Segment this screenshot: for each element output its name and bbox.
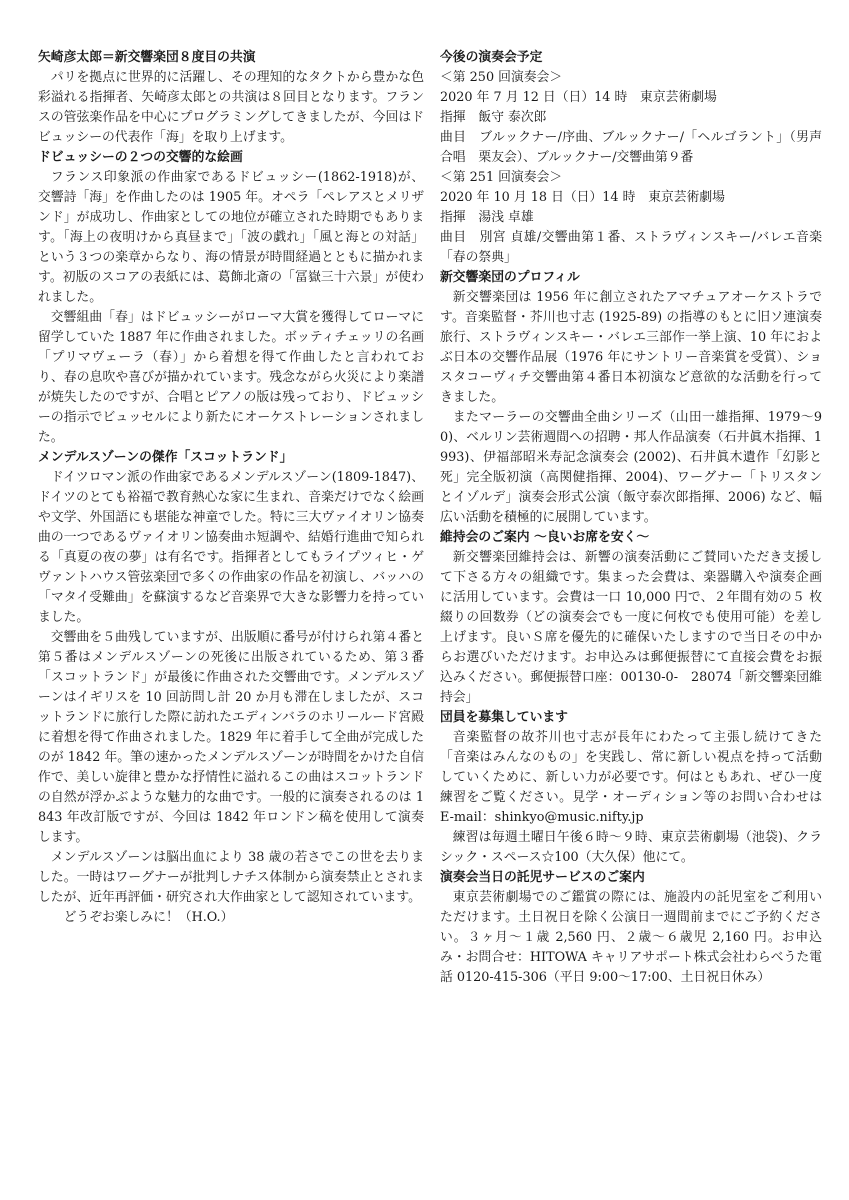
paragraph-mendelssohn-legacy: メンデルスゾーンは脳出血により 38 歳の若さでこの世を去りました。一時はワーグナーが批判しナチス体制から演奏禁止とされましたが、近年再評価・研究され大作曲家として認知されています。	[38, 850, 424, 905]
section-heading-debussy: ドビュッシーの２つの交響的な絵画	[38, 150, 243, 165]
left-column	[38, 48, 424, 928]
right-column	[440, 48, 822, 988]
paragraph-childcare-info: 東京芸術劇場でのご鑑賞の際には、施設内の託児室をご利用いただけます。土日祝日を除く公演日一週間前までにご予約ください。３ヶ月〜１歳 2,560 円、２歳〜６歳児 2,160 円。お申込み・お問合せ：HITOWA キャリアサポート株式会社わらべうた電話 0120-415-306（平日 9:00〜17:00、土日祝日休み）	[440, 890, 822, 985]
paragraph-profile-history: 新交響楽団は 1956 年に創立されたアマチュアオーケストラです。音楽監督・芥川也寸志 (1925-89) の指導のもとに旧ソ連演奏旅行、ストラヴィンスキー・バレエ三部作一挙上演、10 年におよぶ日本の交響作品展（1976 年にサントリー音楽賞を受賞）、ショスタコーヴィチ交響曲第４番日本初演など意欲的な活動を行ってきました。	[440, 290, 822, 405]
section-heading-childcare: 演奏会当日の託児サービスのご案内	[440, 870, 645, 885]
concert-251-title: ＜第 251 回演奏会＞	[440, 170, 563, 185]
closing-signature: どうぞお楽しみに！（H.O.）	[63, 910, 234, 925]
concert-251-conductor: 指揮 湯浅 卓雄	[440, 210, 534, 225]
paragraph-debussy-printemps: 交響組曲「春」はドビュッシーがローマ大賞を獲得してローマに留学していた 1887 年に作曲されました。ボッティチェッリの名画「プリマヴェーラ（春）」から着想を得て作曲したと言われており、春の息吹や喜びが描かれています。残念ながら火災により楽譜が焼失したのですが、合唱とピアノの版は残っており、ドビュッシーの指示でビュッセルにより新たにオーケストレーションされました。	[38, 310, 424, 445]
paragraph-debussy-la-mer: フランス印象派の作曲家であるドビュッシー(1862-1918)が、交響詩「海」を作曲したのは 1905 年。オペラ「ペレアスとメリザンド」が成功し、作曲家としての地位が確立された時期でもあります。「海上の夜明けから真昼まで」「波の戯れ」「風と海との対話」という３つの楽章からなり、海の情景が時間経過とともに描かれます。初版のスコアの表紙には、葛飾北斎の「冨嶽三十六景」が使われました。	[38, 170, 424, 305]
paragraph-mendelssohn-bio: ドイツロマン派の作曲家であるメンデルスゾーン(1809-1847)、ドイツのとても裕福で教育熱心な家に生まれ、音楽だけでなく絵画や文学、外国語にも堪能な神童でした。特に三大ヴァイオリン協奏曲の一つであるヴァイオリン協奏曲ホ短調や、結婚行進曲で知られる「真夏の夜の夢」は有名です。指揮者としてもライプツィヒ・ゲヴァントハウス管弦楽団で多くの作曲家の作品を初演し、バッハの「マタイ受難曲」を蘇演するなど音楽界で大きな影響力を持っていました。	[38, 470, 424, 625]
paragraph-yazaki: パリを拠点に世界的に活躍し、その理知的なタクトから豊かな色彩溢れる指揮者、矢崎彦太郎との共演は８回目となります。フランスの管弦楽作品を中心にプログラミングしてきましたが、今回はドビュッシーの代表作「海」を取り上げます。	[38, 70, 424, 145]
concert-250-program: 曲目 ブルックナー/序曲、ブルックナー/「ヘルゴラント」（男声合唱 栗友会）、ブルックナー/交響曲第９番	[440, 130, 822, 165]
section-heading-members: 団員を募集しています	[440, 710, 568, 725]
section-heading-mendelssohn: メンデルスゾーンの傑作「スコットランド」	[38, 450, 293, 465]
concert-251-date: 2020 年 10 月 18 日（日）14 時 東京芸術劇場	[440, 190, 725, 205]
concert-250-conductor: 指揮 飯守 泰次郎	[440, 110, 547, 125]
paragraph-support-society: 新交響楽団維持会は、新響の演奏活動にご賛同いただき支援して下さる方々の組織です。集まった会費は、楽器購入や演奏企画に活用しています。会費は一口 10,000 円で、２年間有効の５ 枚綴りの回数券（どの演奏会でも一度に何枚でも使用可能）を差し上げます。良いＳ席を優先的に確保いたしますので当日その中からお選びいただけます。お申込みは郵便振替にて直接会費をお振込みください。郵便振替口座：00130-0- 28074「新交響楽団維持会」	[440, 550, 822, 705]
concert-250-title: ＜第 250 回演奏会＞	[440, 70, 563, 85]
paragraph-members-recruit: 音楽監督の故芥川也寸志が長年にわたって主張し続けてきた「音楽はみんなのもの」を実践し、常に新しい視点を持って活動していくために、新しい力が必要です。何はともあれ、ぜひ一度練習をご覧ください。見学・オーディション等のお問い合わせは E-mail：shinkyo@music.nifty.jp	[440, 730, 822, 825]
section-heading-yazaki: 矢崎彦太郎＝新交響楽団８度目の共演	[38, 50, 256, 65]
paragraph-scottish-symphony: 交響曲を５曲残していますが、出版順に番号が付けられ第４番と第５番はメンデルスゾーンの死後に出版されているため、第３番「スコットランド」が最後に作曲された交響曲です。メンデルスゾーンはイギリスを 10 回訪問し計 20 か月も滞在しましたが、スコットランドに旅行した際に訪れたエディンバラのホリールード宮殿に着想を得て作曲されました。1829 年に着手して全曲が完成したのが 1842 年。筆の速かったメンデルスゾーンが時間をかけた自信作で、美しい旋律と豊かな抒情性に溢れるこの曲はスコットランドの自然が浮かぶような魅力的な曲です。一般的に演奏されるのは 1843 年改訂版ですが、今回は 1842 年ロンドン稿を使用して演奏します。	[38, 630, 424, 845]
concert-251-program: 曲目 別宮 貞雄/交響曲第１番、ストラヴィンスキー/バレエ音楽「春の祭典」	[440, 230, 822, 265]
section-heading-support: 維持会のご案内 〜良いお席を安く〜	[440, 530, 650, 545]
section-heading-profile: 新交響楽団のプロフィル	[440, 270, 580, 285]
paragraph-members-practice: 練習は毎週土曜日午後６時〜９時、東京芸術劇場（池袋)、クラシック・スペース☆100（大久保）他にて。	[440, 830, 822, 865]
section-heading-schedule: 今後の演奏会予定	[440, 50, 543, 65]
concert-250-date: 2020 年 7 月 12 日（日）14 時 東京芸術劇場	[440, 90, 717, 105]
paragraph-profile-activities: またマーラーの交響曲全曲シリーズ（山田一雄指揮、1979〜90)、ベルリン芸術週間への招聘・邦人作品演奏（石井眞木指揮、1993)、伊福部昭米寿記念演奏会 (2002)、石井眞木遺作「幻影と死」完全版初演（高関健指揮、2004)、ワーグナー「トリスタンとイゾルデ」演奏会形式公演（飯守泰次郎指揮、2006) など、幅広い活動を積極的に展開しています。	[440, 410, 822, 525]
